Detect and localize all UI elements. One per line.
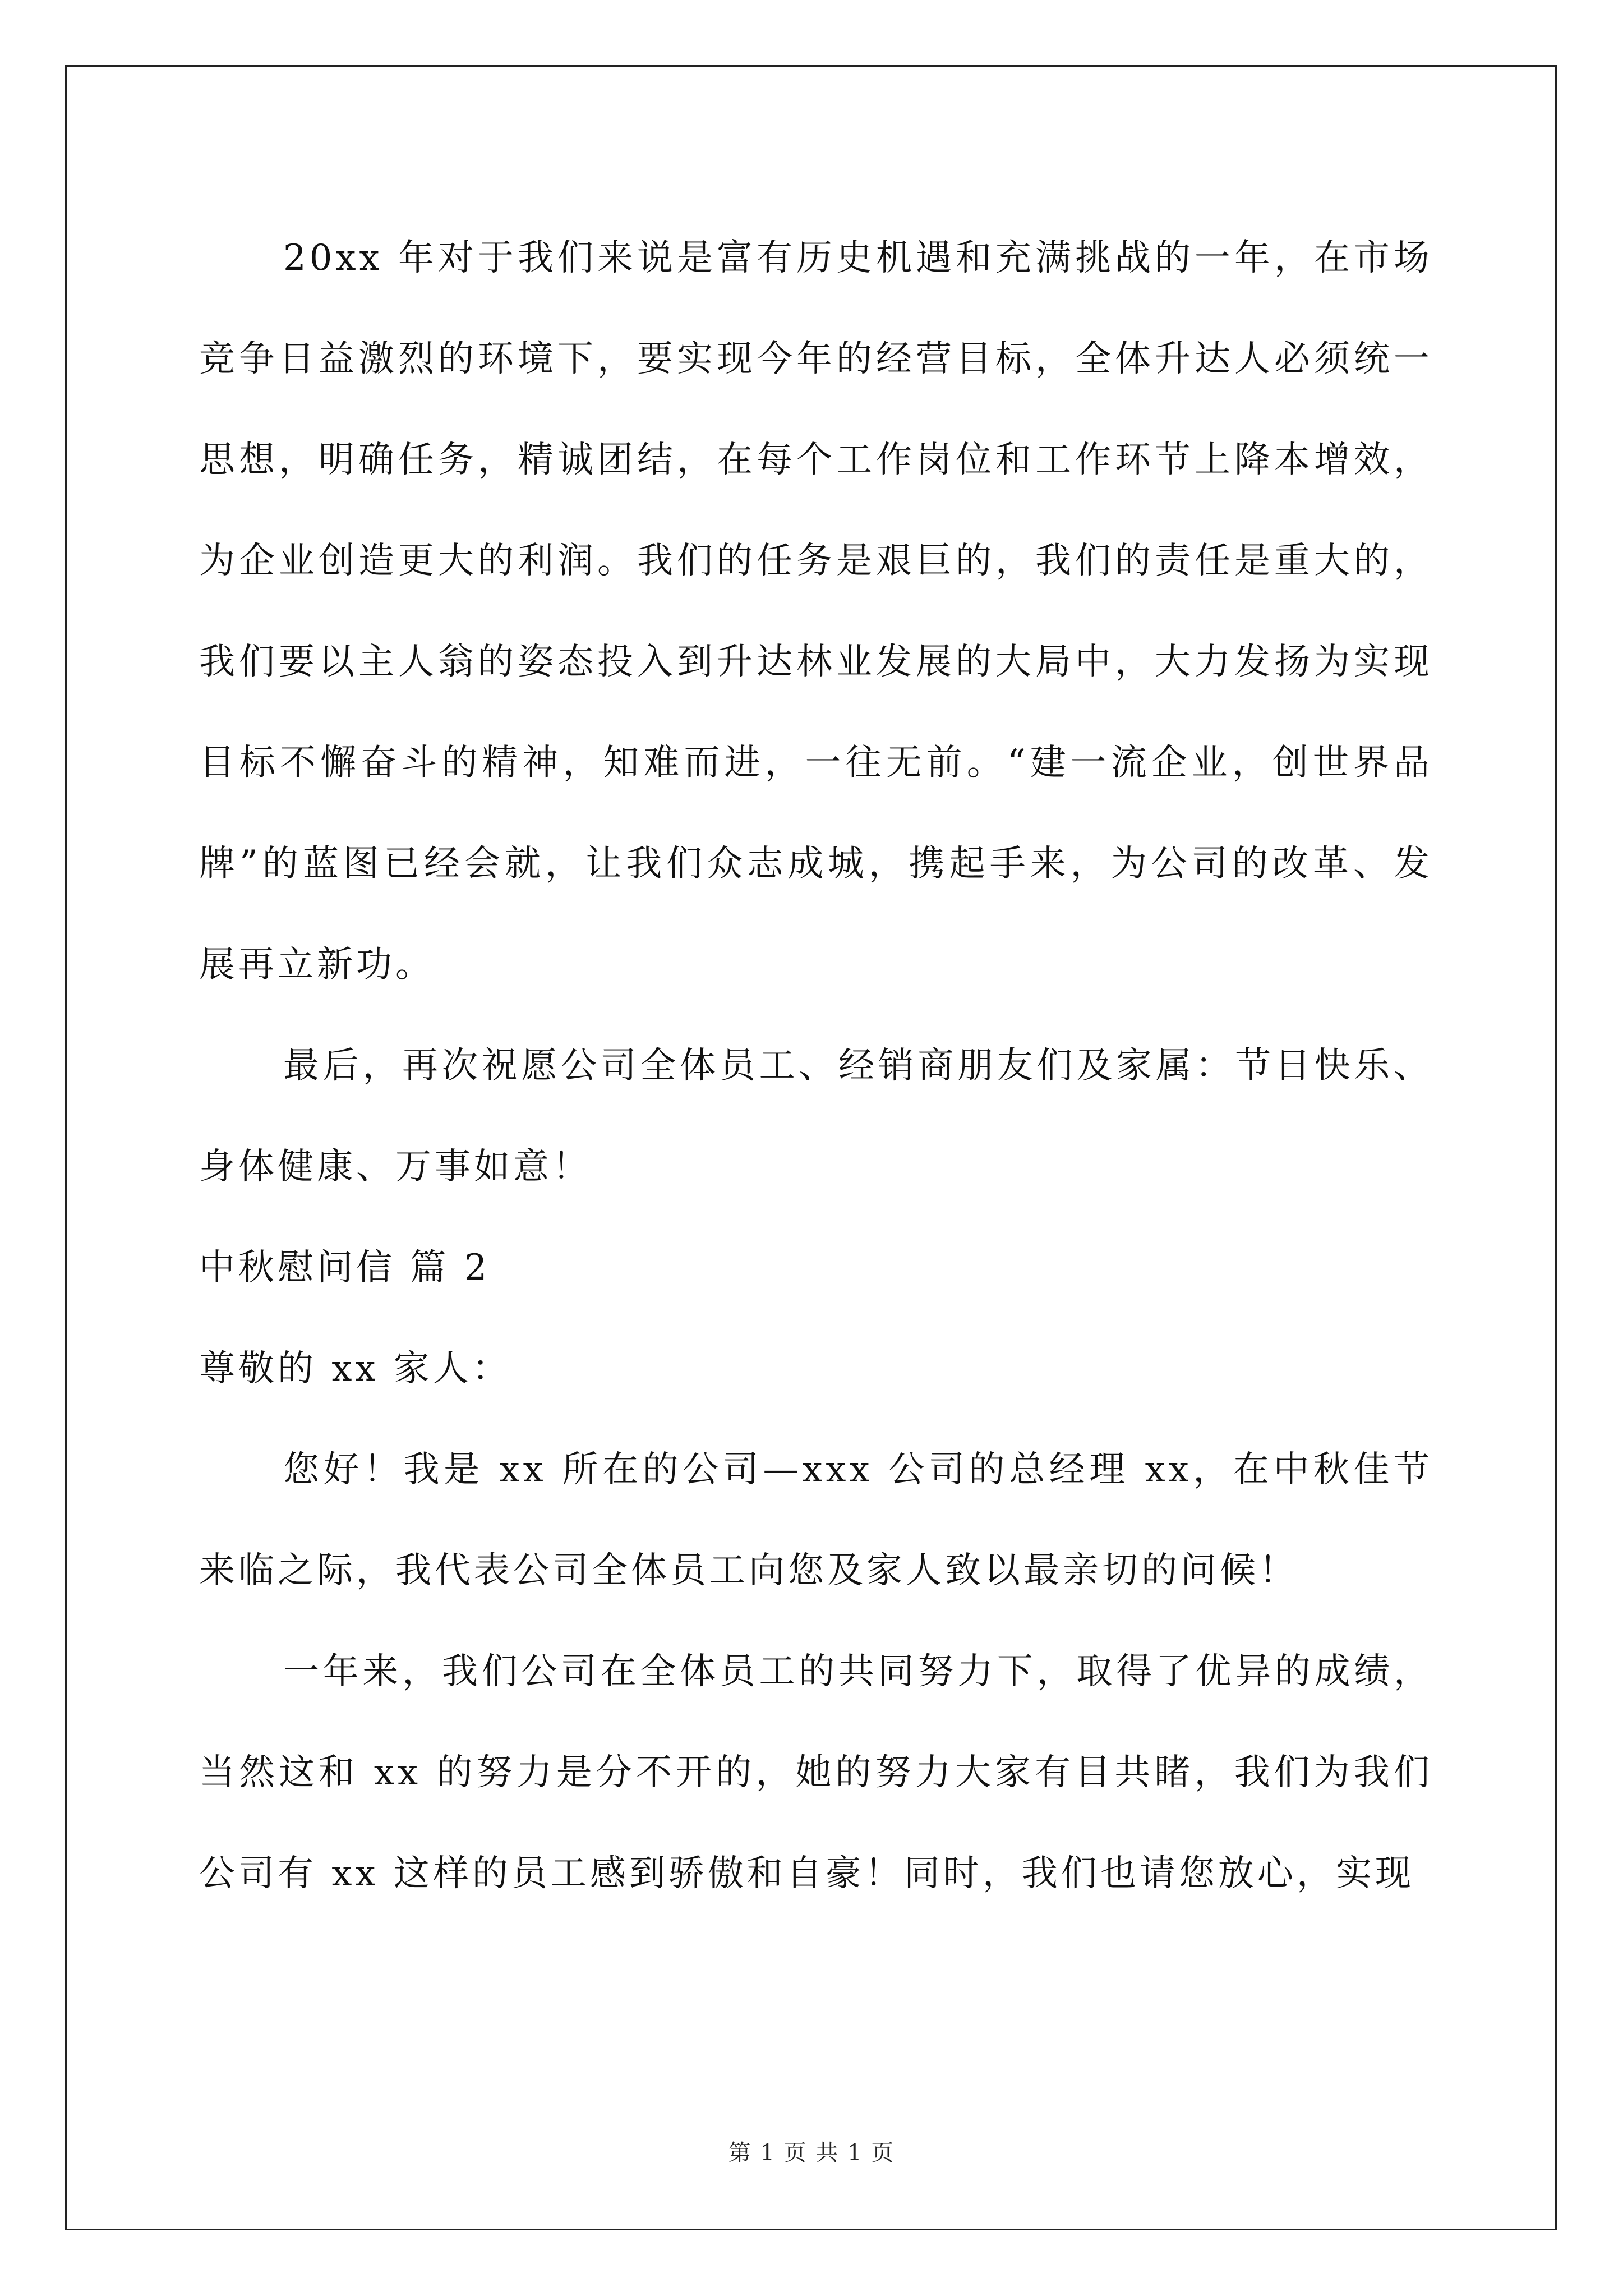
page-number-footer: 第 1 页 共 1 页 [728,2140,895,2166]
paragraph-greeting: 您好！我是 xx 所在的公司—xxx 公司的总经理 xx，在中秋佳节来临之际，我代表公司全体员工向您及家人致以最亲切的问候！ [199,1449,1433,1591]
section-heading: 中秋慰问信 篇 2 [199,1247,491,1289]
paragraph-closing-wishes: 最后，再次祝愿公司全体员工、经销商朋友们及家属：节日快乐、身体健康、万事如意！ [199,1045,1433,1188]
paragraph-achievements: 一年来，我们公司在全体员工的共同努力下，取得了优异的成绩，当然这和 xx 的努力是分不开的，她的努力大家有目共睹，我们为我们公司有 xx 这样的员工感到骄傲和自豪！同时，我们也请您放心，实现 [199,1651,1433,1894]
paragraph-business-goals: 20xx 年对于我们来说是富有历史机遇和充满挑战的一年，在市场竞争日益激烈的环境下，要实现今年的经营目标，全体升达人必须统一思想，明确任务，精诚团结，在每个工作岗位和工作环节上降本增效，为企业创造更大的利润。我们的任务是艰巨的，我们的责任是重大的，我们要以主人翁的姿态投入到升达林业发展的大局中，大力发扬为实现目标不懈奋斗的精神，知难而进，一往无前。“建一流企业，创世界品牌”的蓝图已经会就，让我们众志成城，携起手来，为公司的改革、发展再立新功。 [199,237,1433,986]
salutation: 尊敬的 xx 家人： [199,1348,511,1389]
document-body [199,208,1433,1924]
